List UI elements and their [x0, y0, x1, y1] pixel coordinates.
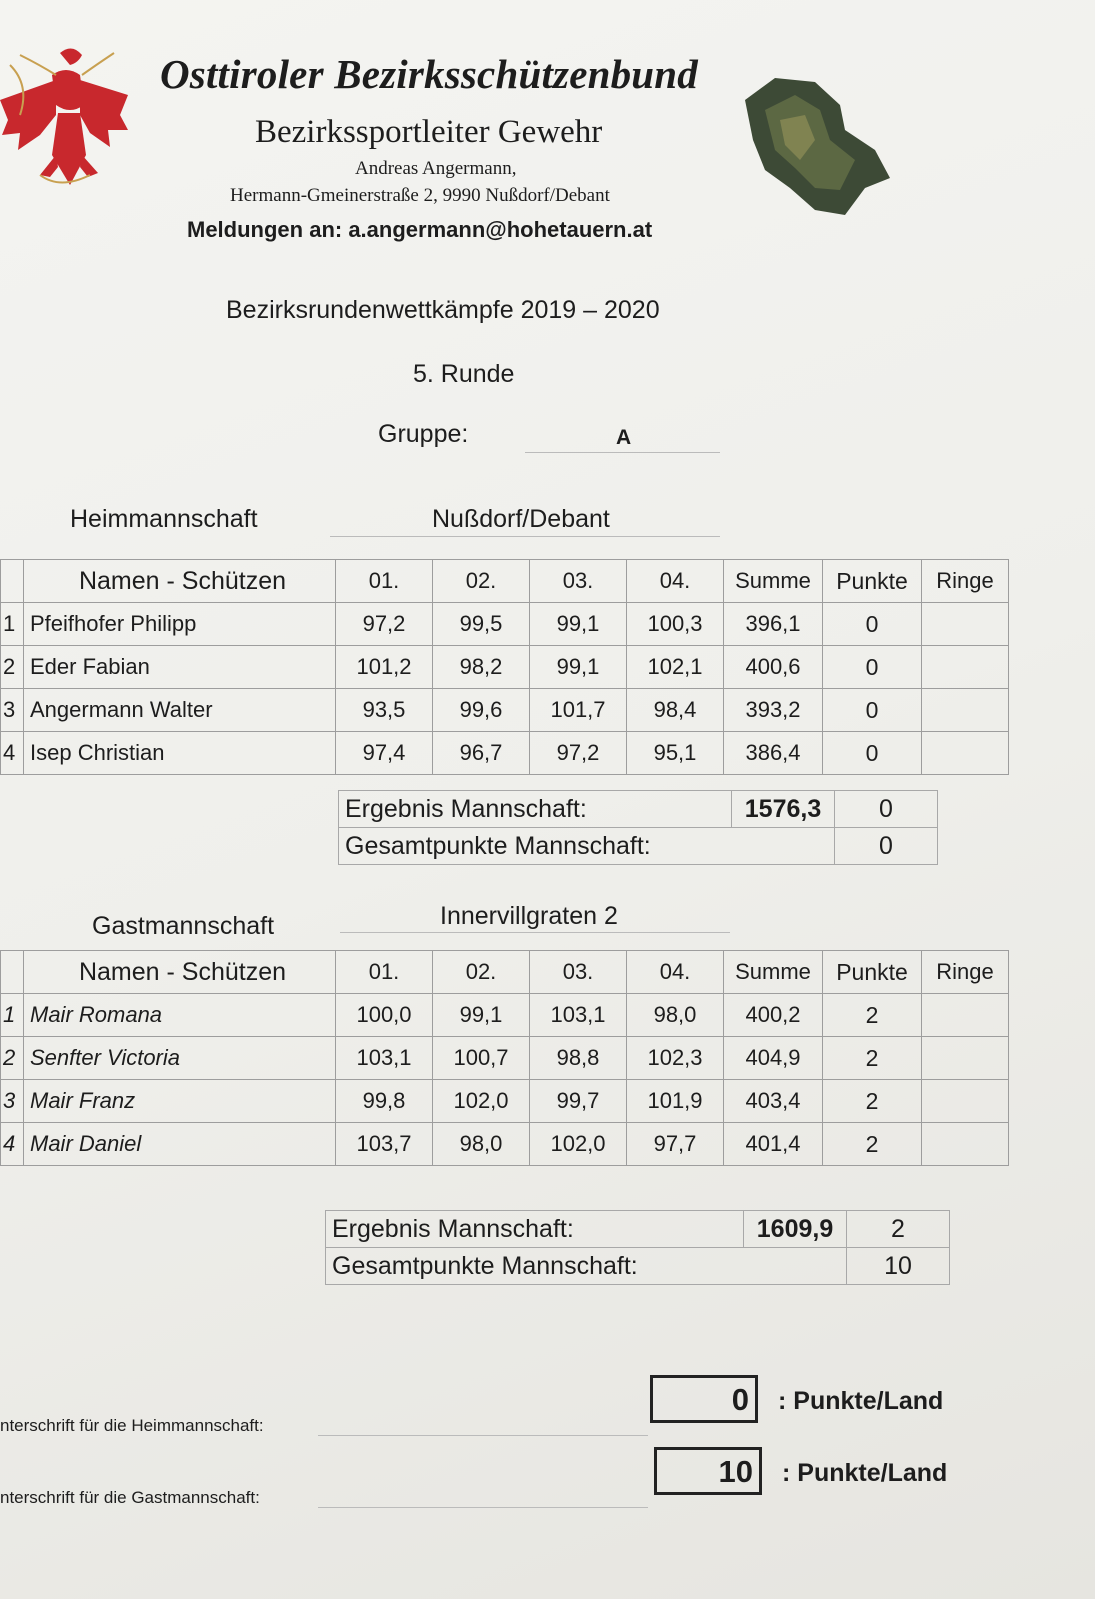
points: 0: [823, 689, 922, 732]
rings: [922, 689, 1009, 732]
nr-header: [1, 560, 24, 603]
subtitle: Bezirkssportleiter Gewehr: [255, 114, 603, 150]
guest-result-box: [325, 1210, 950, 1285]
score-sum: 396,1: [724, 603, 823, 646]
score-sum: 393,2: [724, 689, 823, 732]
row-number: 2: [1, 1037, 24, 1080]
score-04: 102,1: [627, 646, 724, 689]
col-header-02: 02.: [433, 951, 530, 994]
score-01: 97,2: [336, 603, 433, 646]
group-label: Gruppe:: [378, 420, 469, 448]
col-header-01: 01.: [336, 951, 433, 994]
row-number: 1: [1, 994, 24, 1037]
contact-email: Meldungen an: a.angermann@hohetauern.at: [187, 217, 653, 242]
shooter-name: Mair Daniel: [24, 1123, 336, 1166]
score-01: 100,0: [336, 994, 433, 1037]
score-01: 103,7: [336, 1123, 433, 1166]
table-row: [1, 994, 1009, 1037]
points: 2: [823, 1037, 922, 1080]
shooter-name: Pfeifhofer Philipp: [24, 603, 336, 646]
points: 0: [823, 646, 922, 689]
col-header-02: 02.: [433, 560, 530, 603]
shooter-name: Mair Romana: [24, 994, 336, 1037]
score-sum: 400,6: [724, 646, 823, 689]
score-sum: 403,4: [724, 1080, 823, 1123]
contact-person: Andreas Angermann,: [355, 158, 517, 179]
contact-address: Hermann-Gmeinerstraße 2, 9990 Nußdorf/Debant: [230, 185, 610, 206]
guest-signature-label: nterschrift für die Gastmannschaft:: [0, 1488, 260, 1507]
score-01: 101,2: [336, 646, 433, 689]
home-team-name: Nußdorf/Debant: [432, 505, 610, 533]
score-03: 99,1: [530, 603, 627, 646]
col-header-punkte: Punkte: [823, 560, 922, 603]
rings: [922, 1037, 1009, 1080]
home-result-box: [338, 790, 938, 865]
score-sum: 400,2: [724, 994, 823, 1037]
score-02: 99,6: [433, 689, 530, 732]
total-points-label: Gesamtpunkte Mannschaft:: [339, 828, 835, 865]
score-04: 98,4: [627, 689, 724, 732]
score-sum: 404,9: [724, 1037, 823, 1080]
col-header-ringe: Ringe: [922, 951, 1009, 994]
table-row: [1, 1037, 1009, 1080]
score-02: 99,5: [433, 603, 530, 646]
points: 2: [823, 1123, 922, 1166]
guest-land-points-box: 10: [654, 1447, 762, 1495]
score-02: 96,7: [433, 732, 530, 775]
rings: [922, 732, 1009, 775]
table-header-row: [1, 560, 1009, 603]
score-04: 102,3: [627, 1037, 724, 1080]
home-score-table: [0, 559, 1009, 775]
nr-header: [1, 951, 24, 994]
row-number: 3: [1, 1080, 24, 1123]
score-04: 98,0: [627, 994, 724, 1037]
organization-title: Osttiroler Bezirksschützenbund: [160, 51, 698, 97]
score-03: 99,1: [530, 646, 627, 689]
total-points-label: Gesamtpunkte Mannschaft:: [326, 1248, 847, 1285]
shooter-name: Isep Christian: [24, 732, 336, 775]
table-row: [1, 1080, 1009, 1123]
home-team-underline: [330, 536, 720, 537]
home-land-points-box: 0: [650, 1375, 758, 1423]
table-row: [1, 603, 1009, 646]
guest-team-label: Gastmannschaft: [92, 912, 275, 940]
rings: [922, 646, 1009, 689]
row-number: 4: [1, 732, 24, 775]
guest-team-underline: [340, 932, 730, 933]
event-title: Bezirksrundenwettkämpfe 2019 – 2020: [226, 296, 660, 324]
col-header-04: 04.: [627, 951, 724, 994]
row-number: 4: [1, 1123, 24, 1166]
table-row: [1, 689, 1009, 732]
result-points: 0: [835, 791, 938, 828]
score-02: 100,7: [433, 1037, 530, 1080]
points: 0: [823, 732, 922, 775]
table-row: [1, 1123, 1009, 1166]
score-04: 97,7: [627, 1123, 724, 1166]
score-02: 102,0: [433, 1080, 530, 1123]
group-underline: [525, 452, 720, 453]
home-team-label: Heimmannschaft: [70, 505, 258, 533]
rings: [922, 1123, 1009, 1166]
score-04: 95,1: [627, 732, 724, 775]
table-row: [1, 646, 1009, 689]
shooter-name: Angermann Walter: [24, 689, 336, 732]
table-header-row: [1, 951, 1009, 994]
total-points: 10: [847, 1248, 950, 1285]
score-sum: 401,4: [724, 1123, 823, 1166]
score-04: 100,3: [627, 603, 724, 646]
col-header-name: Namen - Schützen: [24, 560, 336, 603]
col-header-04: 04.: [627, 560, 724, 603]
table-row: [1, 732, 1009, 775]
shooter-name: Mair Franz: [24, 1080, 336, 1123]
points: 2: [823, 994, 922, 1037]
score-03: 98,8: [530, 1037, 627, 1080]
score-01: 103,1: [336, 1037, 433, 1080]
col-header-ringe: Ringe: [922, 560, 1009, 603]
score-02: 99,1: [433, 994, 530, 1037]
guest-score-table: [0, 950, 1009, 1166]
group-value: A: [616, 426, 632, 449]
score-03: 101,7: [530, 689, 627, 732]
shooter-name: Senfter Victoria: [24, 1037, 336, 1080]
score-03: 103,1: [530, 994, 627, 1037]
row-number: 3: [1, 689, 24, 732]
score-04: 101,9: [627, 1080, 724, 1123]
col-header-01: 01.: [336, 560, 433, 603]
result-label: Ergebnis Mannschaft:: [339, 791, 732, 828]
round-label: 5. Runde: [413, 360, 515, 388]
guest-team-name: Innervillgraten 2: [440, 902, 618, 930]
col-header-summe: Summe: [724, 951, 823, 994]
guest-signature-line: [318, 1507, 648, 1508]
tyrolean-eagle-icon: [0, 35, 135, 200]
home-signature-line: [318, 1435, 648, 1436]
district-map-icon: [735, 70, 895, 220]
points: 0: [823, 603, 922, 646]
result-label: Ergebnis Mannschaft:: [326, 1211, 744, 1248]
result-total: 1609,9: [744, 1211, 847, 1248]
score-02: 98,2: [433, 646, 530, 689]
result-total: 1576,3: [732, 791, 835, 828]
points: 2: [823, 1080, 922, 1123]
rings: [922, 994, 1009, 1037]
score-01: 99,8: [336, 1080, 433, 1123]
col-header-summe: Summe: [724, 560, 823, 603]
rings: [922, 1080, 1009, 1123]
rings: [922, 603, 1009, 646]
score-01: 93,5: [336, 689, 433, 732]
shooter-name: Eder Fabian: [24, 646, 336, 689]
col-header-name: Namen - Schützen: [24, 951, 336, 994]
col-header-03: 03.: [530, 951, 627, 994]
total-points: 0: [835, 828, 938, 865]
guest-land-points-label: : Punkte/Land: [782, 1459, 948, 1487]
score-sum: 386,4: [724, 732, 823, 775]
score-03: 102,0: [530, 1123, 627, 1166]
score-03: 97,2: [530, 732, 627, 775]
row-number: 2: [1, 646, 24, 689]
home-signature-label: nterschrift für die Heimmannschaft:: [0, 1416, 264, 1435]
col-header-punkte: Punkte: [823, 951, 922, 994]
col-header-03: 03.: [530, 560, 627, 603]
home-land-points-label: : Punkte/Land: [778, 1387, 944, 1415]
result-points: 2: [847, 1211, 950, 1248]
score-03: 99,7: [530, 1080, 627, 1123]
score-01: 97,4: [336, 732, 433, 775]
score-02: 98,0: [433, 1123, 530, 1166]
row-number: 1: [1, 603, 24, 646]
